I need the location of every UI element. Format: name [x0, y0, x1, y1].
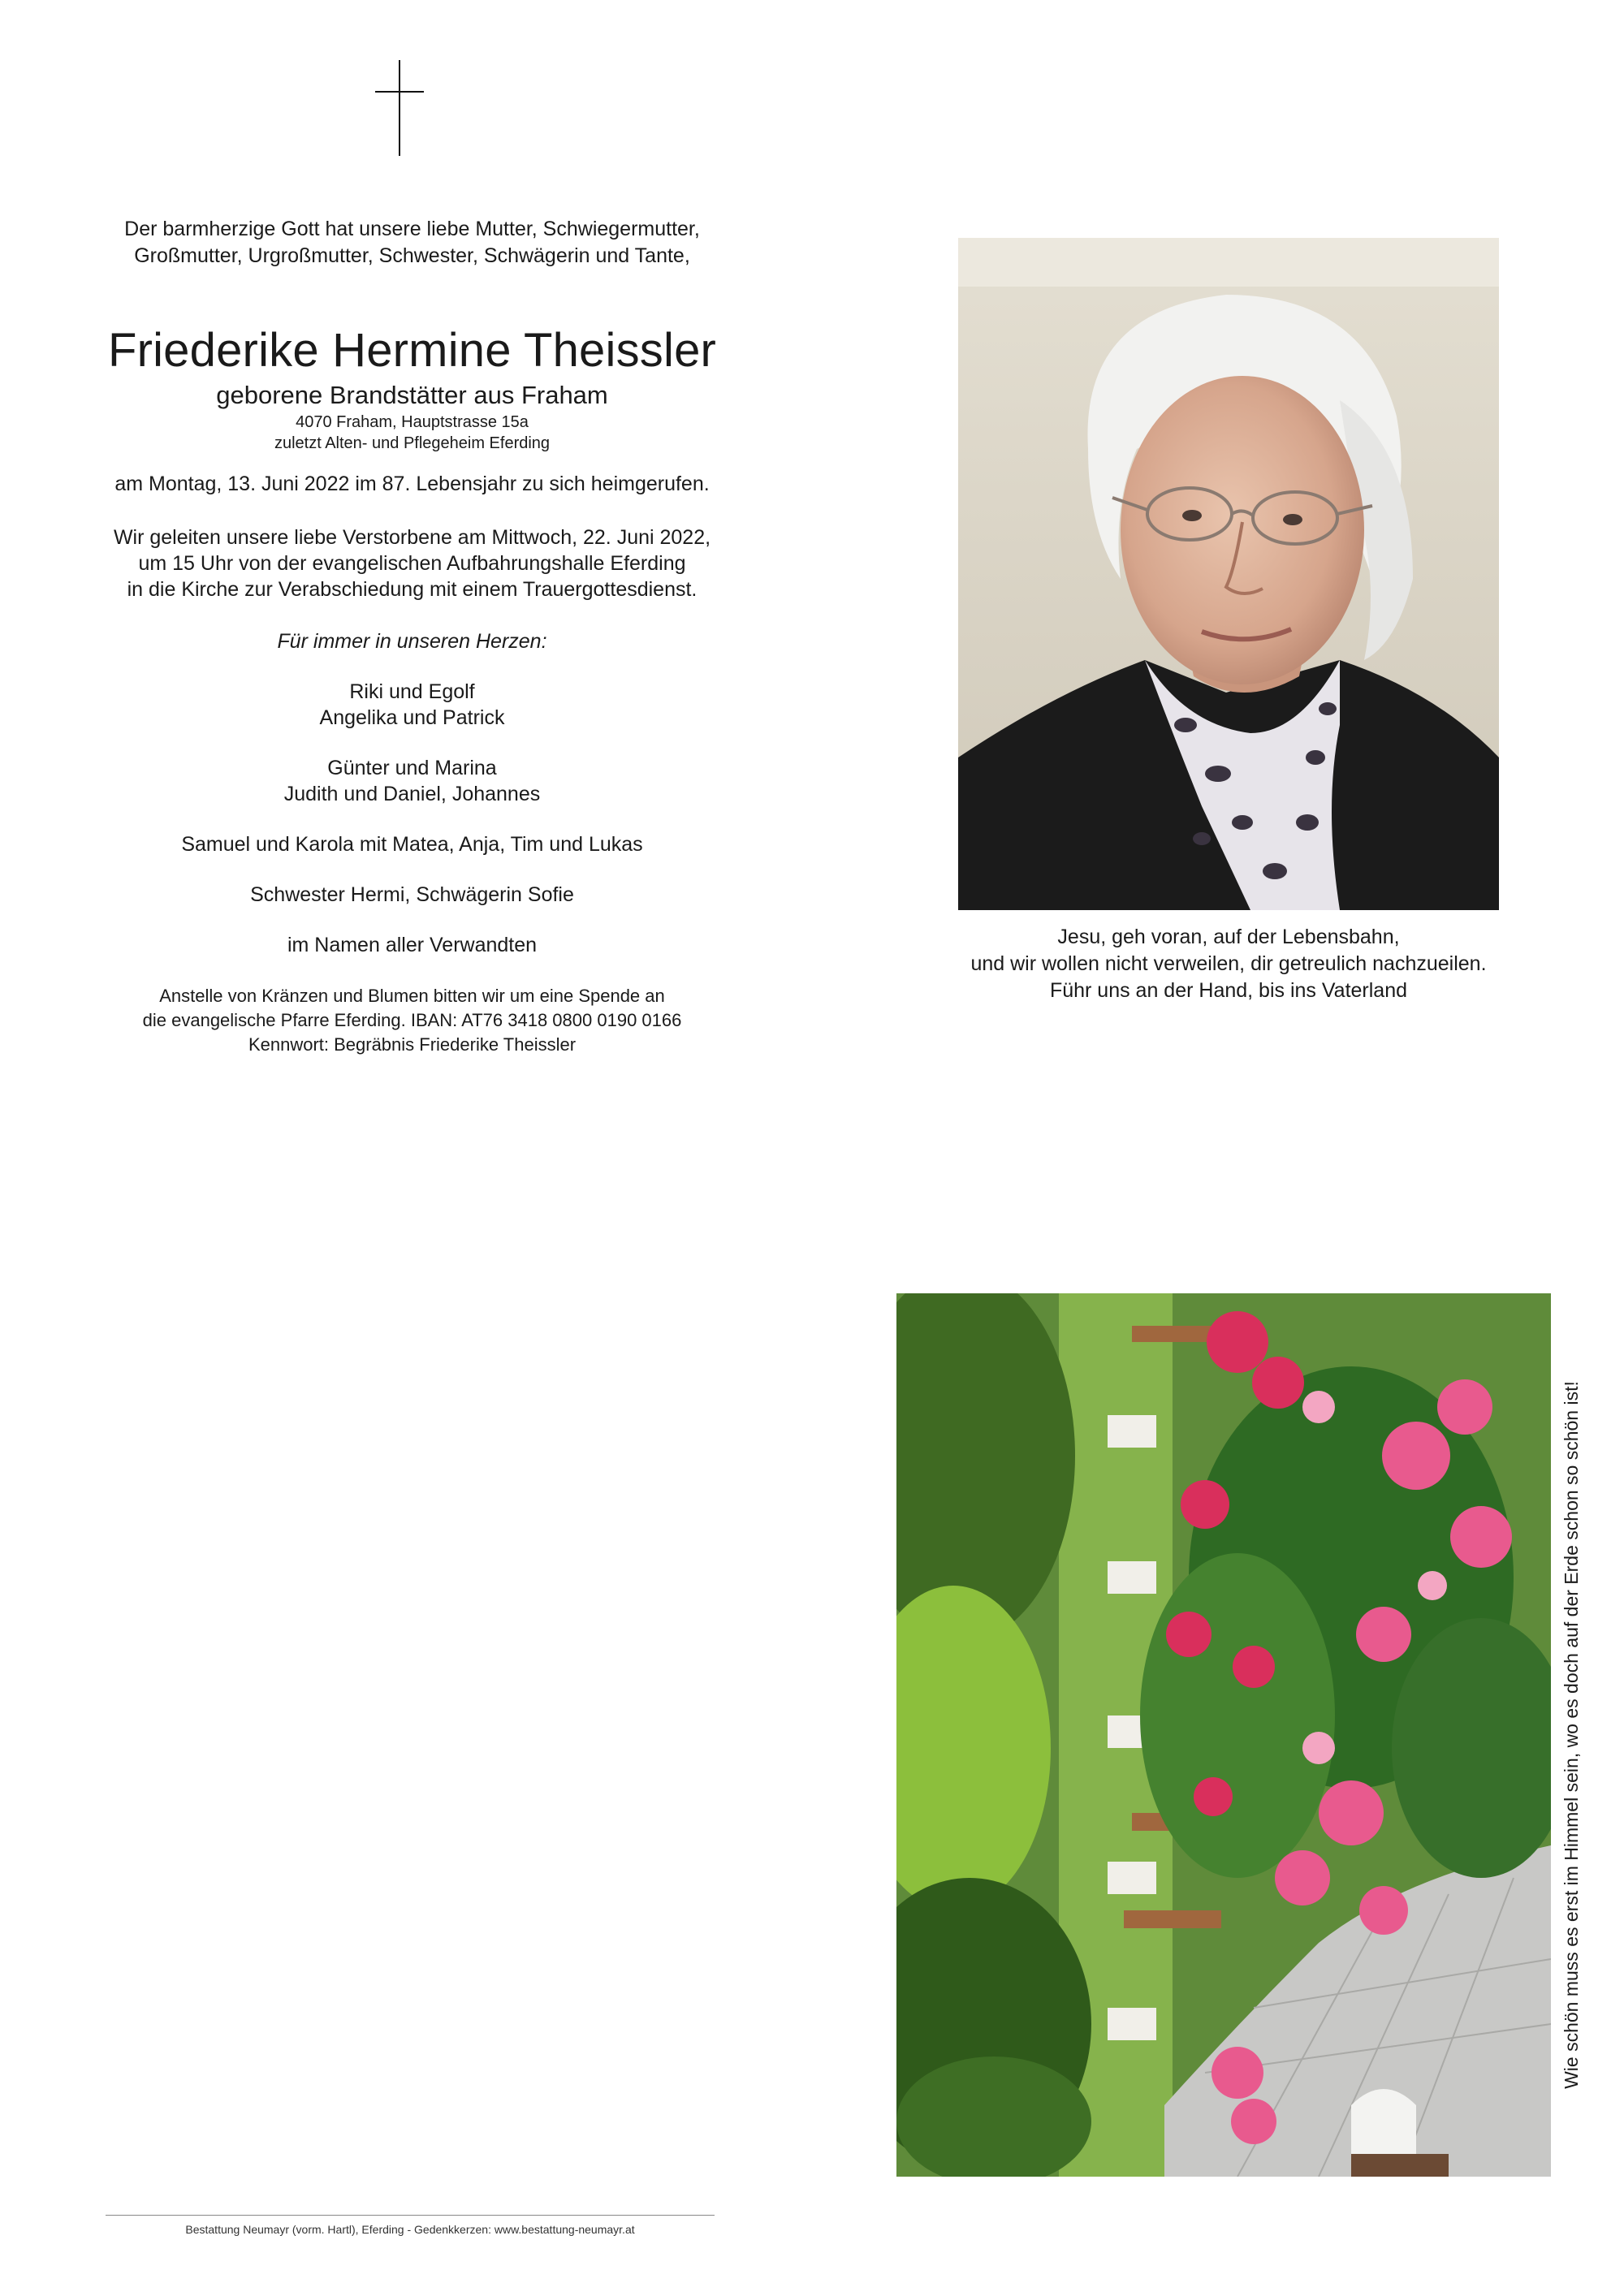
quote-line: und wir wollen nicht verweilen, dir getreulich nachzueilen. — [970, 952, 1487, 975]
family-group — [57, 882, 767, 908]
footer-divider — [106, 2215, 715, 2216]
intro-line: Der barmherzige Gott hat unsere liebe Mutter, Schwiegermutter, — [124, 218, 700, 240]
family-line: Judith und Daniel, Johannes — [283, 783, 541, 805]
quote-line: Jesu, geh voran, auf der Lebensbahn, — [1057, 926, 1400, 948]
donation-line: Kennwort: Begräbnis Friederike Theissler — [248, 1034, 577, 1055]
family-group — [57, 932, 767, 958]
vertical-quote-area — [1553, 1293, 1589, 2177]
donation-line: Anstelle von Kränzen und Blumen bitten wir um eine Spende an — [159, 986, 665, 1006]
family-line: Günter und Marina — [327, 757, 497, 779]
family-group — [57, 755, 767, 807]
cross-icon — [375, 60, 424, 156]
birth-name: geborene Brandstätter aus Fraham — [216, 381, 608, 409]
donation-note — [57, 984, 767, 1057]
last-residence: zuletzt Alten- und Pflegeheim Eferding — [274, 434, 551, 452]
family-list — [57, 679, 767, 958]
funeral-text — [57, 524, 767, 602]
forever-heading: Für immer in unseren Herzen: — [277, 630, 547, 653]
funeral-line: um 15 Uhr von der evangelischen Aufbahrungshalle Eferding — [138, 552, 686, 575]
funeral-line: in die Kirche zur Verabschiedung mit einem Trauergottesdienst. — [127, 578, 698, 601]
family-group — [57, 831, 767, 857]
family-line: Schwester Hermi, Schwägerin Sofie — [250, 883, 574, 906]
vertical-quote: Wie schön muss es erst im Himmel sein, wo es doch auf der Erde schon so schön ist! — [1561, 1381, 1582, 2089]
garden-photo — [896, 1293, 1551, 2177]
intro-text — [57, 216, 767, 270]
family-group — [57, 679, 767, 731]
family-line: Angelika und Patrick — [319, 706, 505, 729]
quote-line: Führ uns an der Hand, bis ins Vaterland — [1049, 979, 1408, 1002]
portrait-photo — [958, 238, 1499, 910]
footer-text: Bestattung Neumayr (vorm. Hartl), Eferding - Gedenkkerzen: www.bestattung-neumayr.at — [185, 2223, 635, 2236]
address-block — [57, 412, 767, 454]
intro-line: Großmutter, Urgroßmutter, Schwester, Schwägerin und Tante, — [134, 244, 690, 267]
funeral-line: Wir geleiten unsere liebe Verstorbene am Mittwoch, 22. Juni 2022, — [113, 526, 711, 549]
quote-text — [942, 924, 1515, 1004]
death-line: am Montag, 13. Juni 2022 im 87. Lebensjahr zu sich heimgerufen. — [114, 473, 710, 495]
address: 4070 Fraham, Hauptstrasse 15a — [296, 413, 529, 431]
family-line: Samuel und Karola mit Matea, Anja, Tim und Lukas — [181, 833, 643, 856]
deceased-name: Friederike Hermine Theissler — [107, 324, 717, 377]
family-line: Riki und Egolf — [349, 680, 475, 703]
family-line: im Namen aller Verwandten — [287, 934, 538, 956]
donation-line: die evangelische Pfarre Eferding. IBAN: AT76 3418 0800 0190 0166 — [142, 1010, 682, 1030]
